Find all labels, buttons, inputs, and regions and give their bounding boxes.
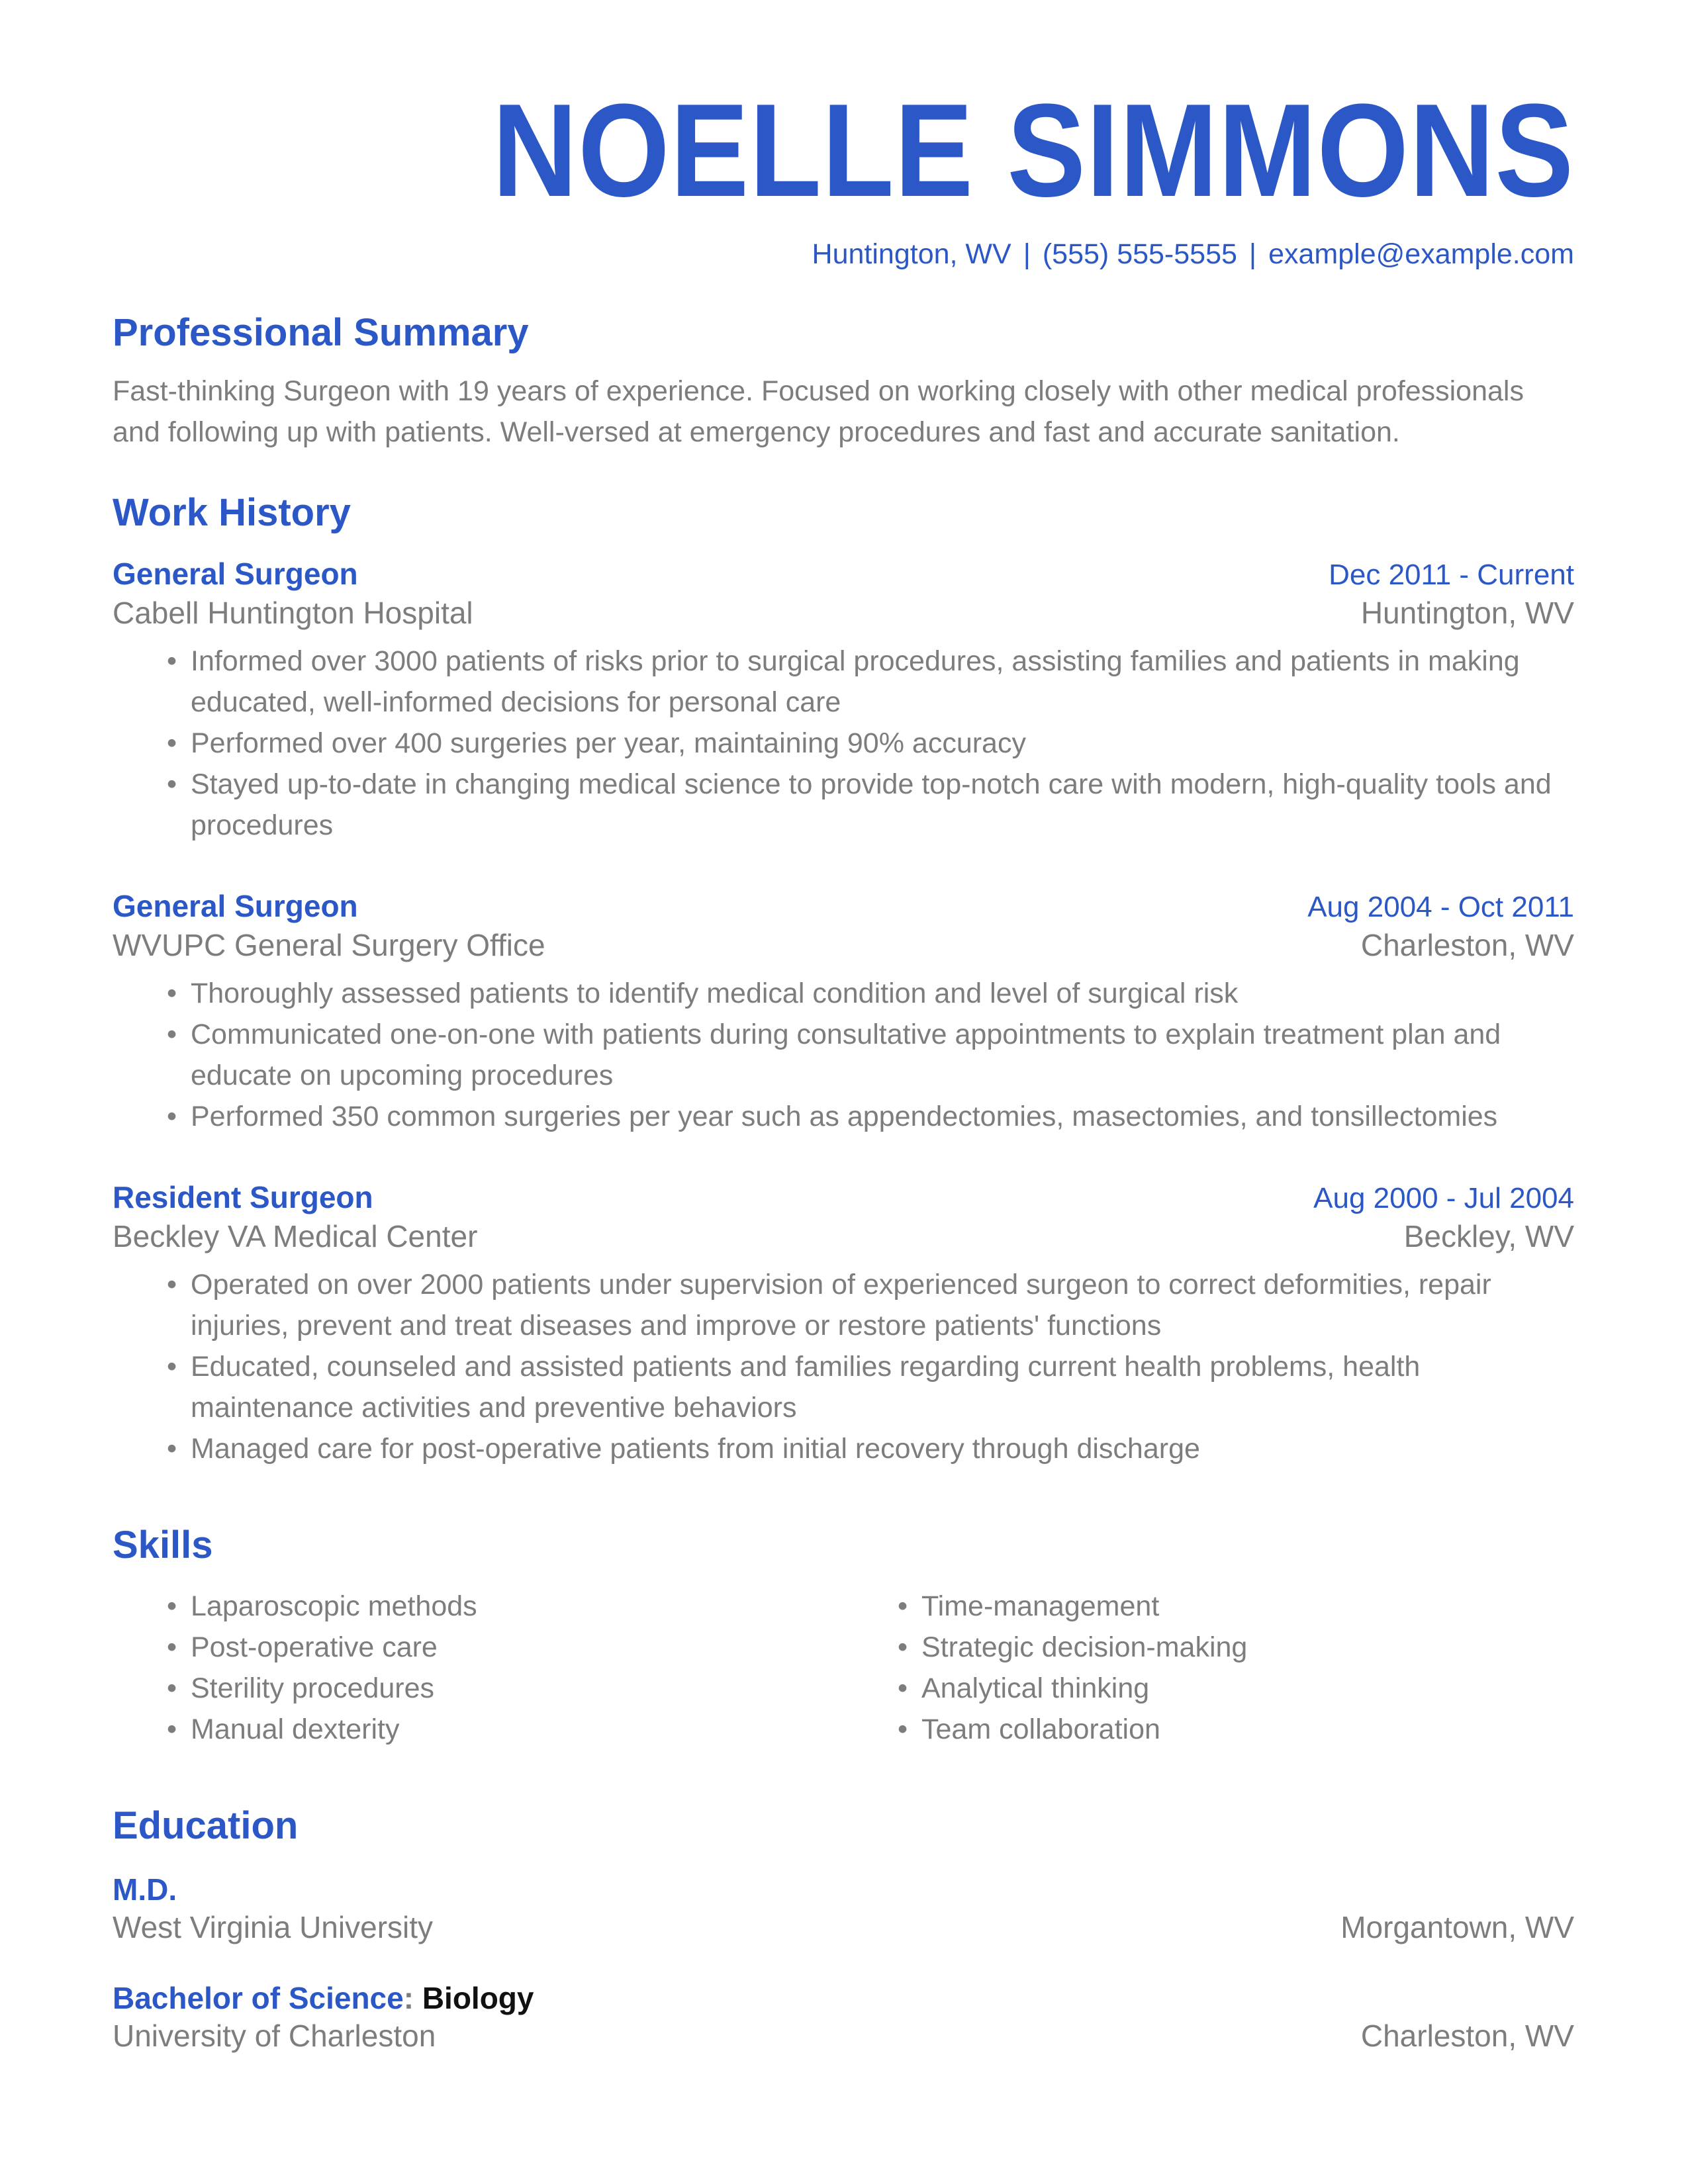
job-dates: Aug 2004 - Oct 2011 (1307, 891, 1574, 923)
job-bullet: • Educated, counseled and assisted patients and families regarding current health problems, health maintenance activities and preventive behaviors (191, 1346, 1574, 1428)
education-degree: M.D. (113, 1872, 177, 1907)
job-bullet-list (113, 641, 1574, 846)
job-bullet: • Performed over 400 surgeries per year, maintaining 90% accuracy (191, 723, 1574, 764)
section-title-professional-summary: Professional Summary (113, 311, 529, 354)
job-title: Resident Surgeon (113, 1180, 373, 1214)
job-dates: Dec 2011 - Current (1329, 559, 1574, 591)
section-title-skills: Skills (113, 1524, 213, 1567)
summary-paragraph: Fast-thinking Surgeon with 19 years of experience. Focused on working closely with other medical professionals and following up with patients. Well-versed at emergency procedures and fast and accurate sanitation. (113, 375, 1524, 448)
job-bullet: • Communicated one-on-one with patients during consultative appointments to explain treatment plan and educate on upcoming procedures (191, 1014, 1574, 1096)
job-bullet: • Informed over 3000 patients of risks prior to surgical procedures, assisting families and patients in making educated, well-informed decisions for personal care (191, 641, 1574, 723)
section-title-work-history: Work History (113, 491, 351, 534)
contact-separator: | (1023, 238, 1031, 270)
contact-phone: (555) 555-5555 (1042, 238, 1237, 270)
section-work-history (113, 491, 1574, 1469)
education-degree-row (113, 1870, 1574, 1909)
candidate-name: NOELLE SIMMONS (492, 77, 1574, 224)
job-location: Beckley, WV (1403, 1219, 1574, 1253)
skill-item: • Post-operative care (191, 1627, 843, 1668)
skill-item: • Analytical thinking (921, 1668, 1574, 1709)
skills-columns (113, 1586, 1574, 1750)
education-school: West Virginia University (113, 1910, 434, 1944)
education-degree-colon: : (403, 1981, 422, 2015)
education-entry (113, 1870, 1574, 1946)
job-location: Huntington, WV (1360, 596, 1574, 630)
education-location: Charleston, WV (1360, 2019, 1574, 2053)
job-entry (113, 1178, 1574, 1469)
job-company: Beckley VA Medical Center (113, 1219, 478, 1253)
job-entry (113, 555, 1574, 846)
education-school-row (113, 2017, 1574, 2054)
job-bullet-list (113, 973, 1574, 1137)
job-entry (113, 887, 1574, 1137)
contact-separator: | (1248, 238, 1257, 270)
contact-email: example@example.com (1268, 238, 1574, 270)
job-company-row (113, 594, 1574, 631)
section-education (113, 1804, 1574, 2054)
section-title-education: Education (113, 1804, 299, 1847)
section-professional-summary (113, 311, 1574, 453)
job-title: General Surgeon (113, 889, 358, 923)
job-bullet: • Performed 350 common surgeries per year such as appendectomies, masectomies, and tonsillectomies (191, 1096, 1574, 1137)
section-skills (113, 1524, 1574, 1750)
job-title-row (113, 1178, 1574, 1218)
education-degree: Bachelor of Science (113, 1981, 404, 2015)
job-title: General Surgeon (113, 557, 358, 591)
education-school-row (113, 1909, 1574, 1946)
skills-column-right (843, 1586, 1574, 1750)
education-field: Biology (422, 1981, 534, 2015)
education-location: Morgantown, WV (1340, 1910, 1574, 1944)
skill-item: • Laparoscopic methods (191, 1586, 843, 1627)
job-company: Cabell Huntington Hospital (113, 596, 473, 630)
job-company-row (113, 1218, 1574, 1255)
contact-location: Huntington, WV (812, 238, 1011, 270)
job-bullet: • Stayed up-to-date in changing medical science to provide top-notch care with modern, high-quality tools and procedures (191, 764, 1574, 846)
skill-item: • Manual dexterity (191, 1709, 843, 1750)
resume-header (113, 77, 1574, 271)
job-bullet: • Managed care for post-operative patients from initial recovery through discharge (191, 1428, 1574, 1469)
job-company-row (113, 927, 1574, 964)
skill-item: • Sterility procedures (191, 1668, 843, 1709)
skill-item: • Strategic decision-making (921, 1627, 1574, 1668)
education-school: University of Charleston (113, 2019, 436, 2053)
skill-item: • Time-management (921, 1586, 1574, 1627)
job-bullet: • Operated on over 2000 patients under supervision of experienced surgeon to correct deformities, repair injuries, prevent and treat diseases and improve or restore patients' functions (191, 1264, 1574, 1346)
job-title-row (113, 887, 1574, 927)
job-title-row (113, 555, 1574, 594)
job-location: Charleston, WV (1360, 928, 1574, 962)
skills-column-left (113, 1586, 843, 1750)
job-dates: Aug 2000 - Jul 2004 (1313, 1182, 1574, 1214)
job-bullet-list (113, 1264, 1574, 1469)
job-company: WVUPC General Surgery Office (113, 928, 545, 962)
skill-item: • Team collaboration (921, 1709, 1574, 1750)
education-entry (113, 1979, 1574, 2054)
job-bullet: • Thoroughly assessed patients to identify medical condition and level of surgical risk (191, 973, 1574, 1014)
contact-line (113, 237, 1574, 271)
education-degree-row (113, 1979, 1574, 2017)
